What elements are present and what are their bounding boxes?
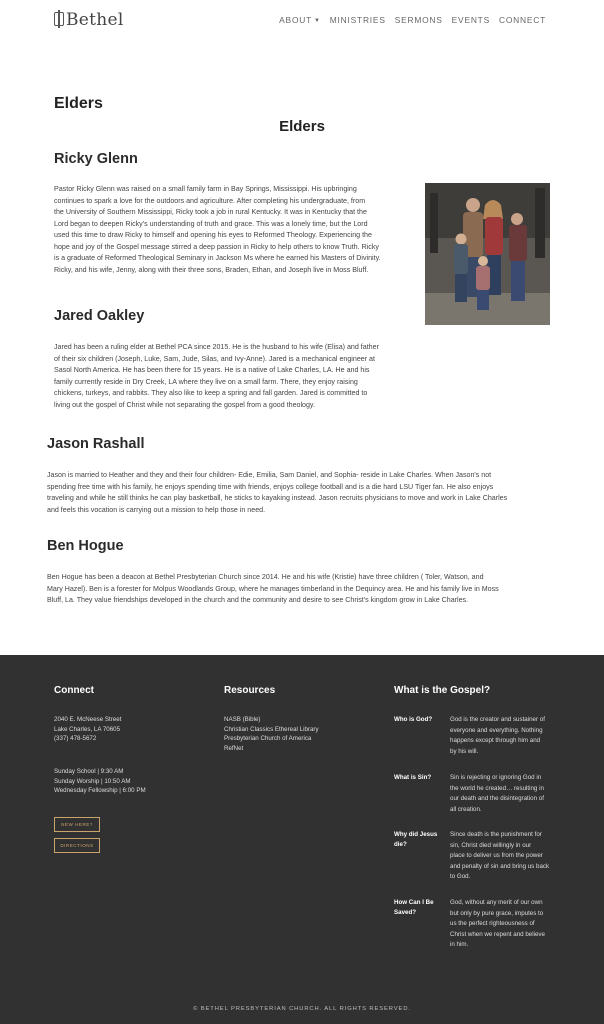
elder-bio: [54, 342, 379, 411]
family-photo: [425, 183, 550, 325]
elder-name: Ben Hogue: [47, 538, 124, 554]
bio-line: continues to spark a love for the outdoors and agriculture. After completing his undergraduate, from: [54, 196, 366, 205]
elder-name: Ricky Glenn: [54, 151, 138, 167]
answer-line: God is the creator and sustainer of: [450, 716, 545, 723]
chevron-down-icon: ▼: [314, 18, 321, 24]
elder-name: Jared Oakley: [54, 308, 145, 324]
answer-line: to God.: [450, 873, 471, 880]
nav-about[interactable]: [279, 15, 321, 25]
gospel-question: [394, 898, 442, 917]
question-line: Who is God?: [394, 716, 433, 723]
elder-bio: [54, 184, 381, 276]
bio-line: the University of Southern Mississippi, Ricky took a job in rural Kentucky. It was in Kentucky that the: [54, 208, 367, 216]
answer-line: all creation.: [450, 805, 482, 813]
gospel-question: [394, 773, 442, 783]
logo-text: Bethel: [66, 10, 124, 30]
family-photo-image: [425, 183, 550, 325]
elder-bio: [47, 470, 507, 516]
gospel-answer: [450, 773, 554, 815]
bio-line: traveling and while he still thinks he can play basketball, he sticks to kayaking instead. Jason recruits physicians to move and work in Lake Charles: [47, 494, 508, 502]
bio-line: Jared has been a ruling elder at Bethel PCA since 2015. He is the husband to his wife (Elisa) and father: [54, 343, 379, 351]
question-line: What is Sin?: [394, 774, 432, 781]
answer-line: our death and the disintegration of: [450, 795, 544, 802]
phone-number[interactable]: (337) 478-5672: [54, 735, 97, 742]
bio-line: is a graduate of Reformed Theological Seminary in Jackson Ms where he earned his Masters of Divinity.: [54, 254, 381, 262]
answer-line: sin, Christ died willingly in our: [450, 841, 532, 849]
answer-line: Sin is rejecting or ignoring God in: [450, 774, 542, 781]
bio-line: used this time to draw Ricky to himself and opening his eyes to Reformed Theology. Experiencing the: [54, 231, 372, 239]
gospel-answer: [450, 898, 554, 951]
elder-name: Jason Rashall: [47, 436, 145, 452]
bio-line: Lord began to deepen Ricky's understanding of truth and grace. This was a lonely time, but the Lord: [54, 219, 368, 228]
gospel-question: [394, 715, 442, 725]
gospel-answer: [450, 830, 554, 883]
footer-connect-title: Connect: [54, 685, 94, 696]
nav-ministries[interactable]: MINISTRIES: [329, 15, 386, 25]
address-line: Lake Charles, LA 70605: [54, 725, 121, 733]
elder-bio: [47, 572, 499, 607]
answer-line: happens except through him and: [450, 737, 541, 744]
service-schedule: [54, 767, 146, 796]
footer-resources-title: Resources: [224, 685, 276, 696]
bio-line: hope and joy of the Gospel message stirred a deep passion in Ricky to help others to know Truth. Ricky: [54, 242, 379, 251]
resource-link[interactable]: RefNet: [224, 744, 244, 752]
nav-events[interactable]: EVENTS: [451, 15, 490, 25]
gospel-question: [394, 830, 442, 849]
question-line: How Can I Be: [394, 899, 434, 906]
question-line: die?: [394, 840, 407, 848]
bio-line: Jason is married to Heather and they and their four children- Edie, Emilia, Sam Daniel, and Sophia- reside in Lake Charles. When Jason's not: [47, 471, 492, 479]
main-nav: [279, 15, 546, 25]
bio-line: Ricky, and his wife, Jenny, along with their three sons, Braden, Ethan, and Joseph live in Moss Bluff.: [54, 265, 369, 274]
answer-line: but only by pure grace, imputes to: [450, 909, 544, 917]
bio-line: Bluff, La. They value friendships developed in the church and the community and desire to see Christ's kingdom grow in Lake Charles.: [47, 596, 469, 604]
address-line: 2040 E. McNeese Street: [54, 716, 122, 723]
question-line: Why did Jesus: [394, 831, 438, 838]
answer-line: God, without any merit of our own: [450, 899, 543, 906]
site-logo[interactable]: [54, 10, 124, 30]
answer-line: by his will.: [450, 747, 479, 755]
bio-line: Ben Hogue has been a deacon at Bethel Presbyterian Church since 2014. He and his wife (Kristie) have three children ( Toler, Watson, and: [47, 573, 484, 581]
new-here-button[interactable]: NEW HERE?: [54, 817, 100, 832]
resource-link[interactable]: Christian Classics Ethereal Library: [224, 725, 319, 733]
nav-connect[interactable]: CONNECT: [498, 15, 546, 25]
cross-logo-icon: [54, 12, 64, 26]
page-subtitle: Elders: [279, 118, 325, 135]
question-line: Saved?: [394, 908, 417, 916]
schedule-line: Wednesday Fellowship | 6:00 PM: [54, 787, 146, 794]
answer-line: and penalty of sin and bring us back: [450, 862, 550, 870]
answer-line: in him.: [450, 941, 469, 948]
church-address: [54, 715, 121, 744]
nav-sermons[interactable]: SERMONS: [394, 15, 443, 25]
answer-line: everyone and everything. Nothing: [450, 726, 543, 734]
page-title: Elders: [54, 95, 103, 112]
nav-about-label: ABOUT: [279, 15, 313, 25]
site-footer: [0, 655, 604, 1024]
bio-line: family currently reside in Dry Creek, LA where they live on a small farm. There, they enjoy raising: [54, 377, 358, 386]
bio-line: Sasol North America. He has been there for 15 years. He is a native of Lake Charles, LA. He and his: [54, 366, 370, 374]
answer-line: place to deliver us from the power: [450, 852, 543, 859]
bio-line: chickens, turkeys, and rabbits. They also like to keep a spring and fall garden. Jared is committed to: [54, 389, 368, 397]
answer-line: us the perfect righteousness of: [450, 920, 535, 927]
copyright-text: © BETHEL PRESBYTERIAN CHURCH. ALL RIGHTS RESERVED.: [193, 1006, 411, 1012]
resource-links: [224, 715, 319, 753]
schedule-line: Sunday Worship | 10:50 AM: [54, 777, 131, 785]
site-header: [0, 0, 604, 42]
bio-line: spending free time with his family, he enjoys spending time with friends, enjoys college football and is a die hard LSU Tiger fan. He also enjoys: [47, 482, 494, 491]
bio-line: Pastor Ricky Glenn was raised on a small family farm in Bay Springs, Mississippi. His upbringing: [54, 185, 357, 193]
bio-line: living out the gospel of Christ while not separating the gospel from a good theology.: [54, 400, 315, 409]
answer-line: Christ when we repent and believe: [450, 930, 545, 938]
gospel-answer: [450, 715, 554, 757]
footer-gospel-title: What is the Gospel?: [394, 685, 491, 696]
bio-line: and feels this vocation is carrying out a mission to help those in need.: [47, 505, 266, 514]
bio-line: of their six children (Joseph, Luke, Sam, Jude, Silas, and Ivy-Anne). Jared is a mechanical engineer at: [54, 354, 375, 363]
resource-link[interactable]: NASB (Bible): [224, 716, 261, 723]
schedule-line: Sunday School | 9:30 AM: [54, 768, 124, 775]
bio-line: Mary Hazel). Ben is a forester for Molpus Woodlands Group, where he manages timberland in the Dequincy area. He and his family live in Moss: [47, 584, 499, 593]
answer-line: the world he created… resulting in: [450, 784, 544, 792]
directions-button[interactable]: DIRECTIONS: [54, 838, 100, 853]
resource-link[interactable]: Presbyterian Church of America: [224, 735, 312, 742]
answer-line: Since death is the punishment for: [450, 831, 542, 838]
